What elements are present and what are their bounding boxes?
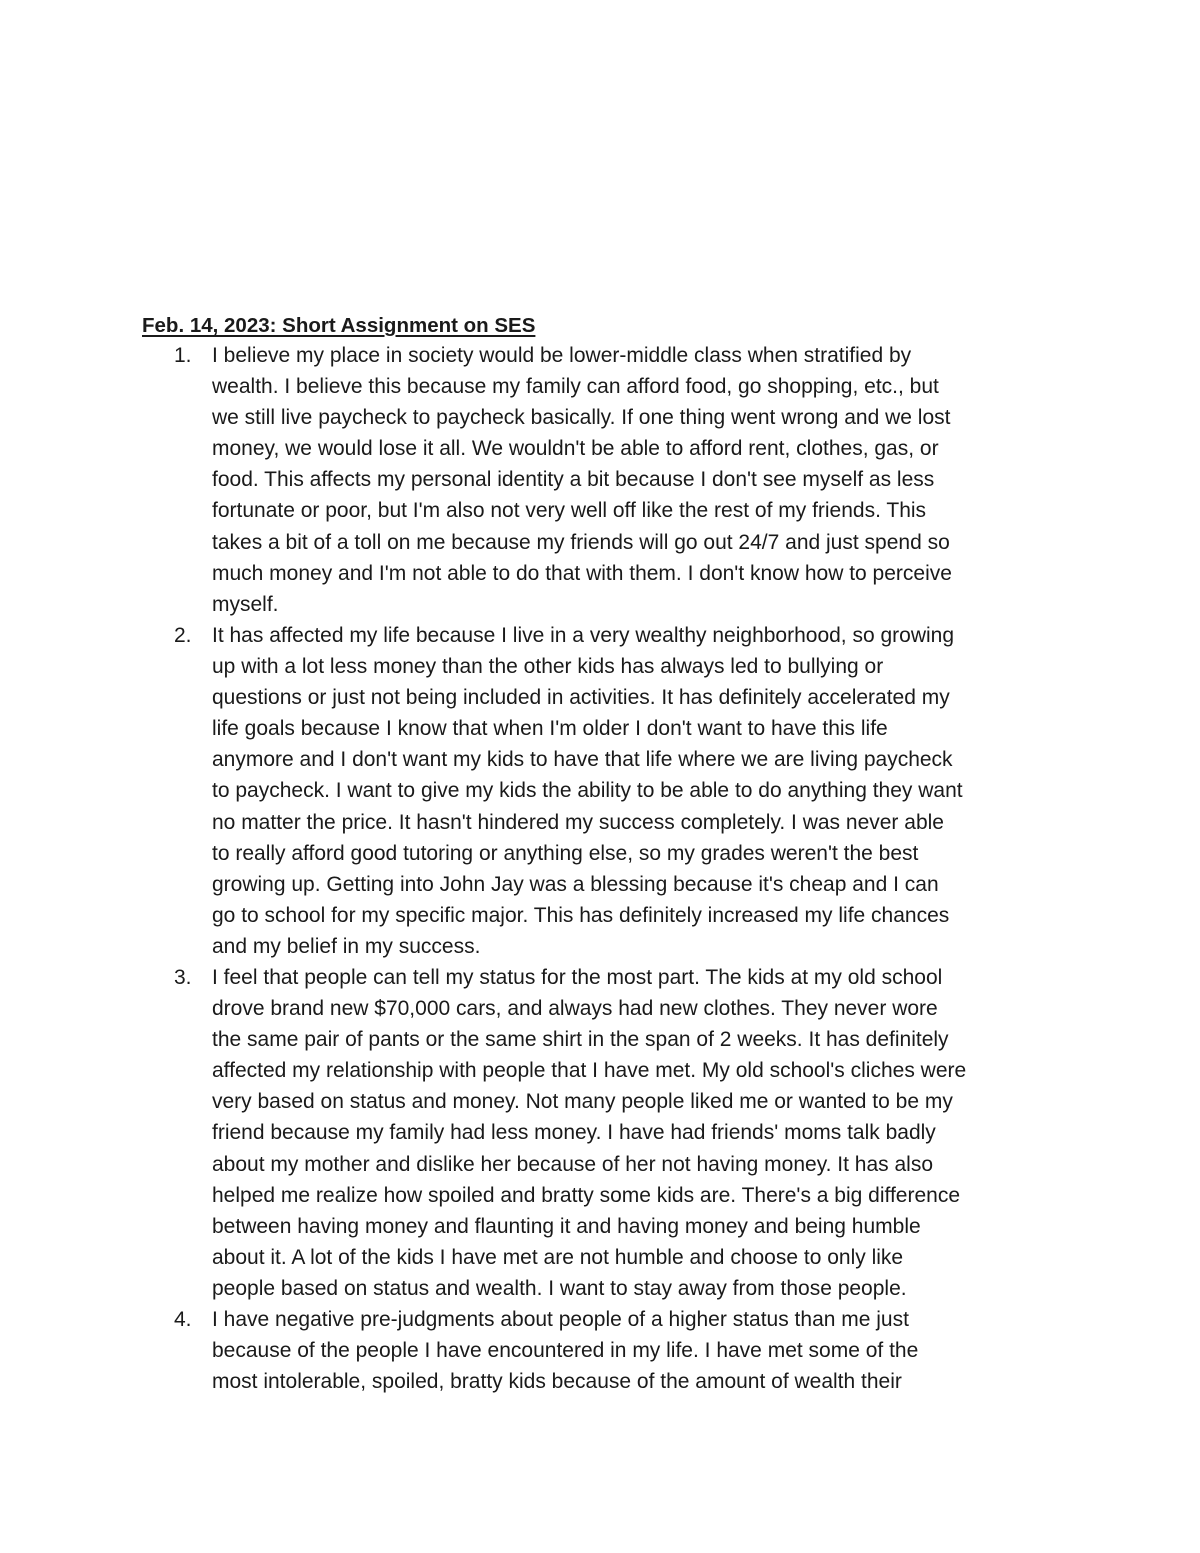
list-item-number: 3. (174, 966, 192, 989)
text-line: friend because my family had less money. I have had friends' moms talk badly (212, 1121, 936, 1145)
text-line: wealth. I believe this because my family can afford food, go shopping, etc., but (212, 375, 939, 399)
text-line: up with a lot less money than the other kids has always led to bullying or (212, 655, 884, 679)
list-item-number: 2. (174, 624, 192, 647)
text-line: affected my relationship with people that I have met. My old school's cliches were (212, 1059, 967, 1083)
text-line: because of the people I have encountered in my life. I have met some of the (212, 1339, 919, 1363)
text-line: much money and I'm not able to do that with them. I don't know how to perceive (212, 561, 952, 585)
text-line: helped me realize how spoiled and bratty some kids are. There's a big difference (212, 1183, 960, 1207)
text-line: to really afford good tutoring or anything else, so my grades weren't the best (212, 841, 919, 865)
text-line: money, we would lose it all. We wouldn't be able to afford rent, clothes, gas, or (212, 437, 939, 461)
list-item-text (212, 962, 1072, 1304)
text-line: about my mother and dislike her because of her not having money. It has also (212, 1152, 934, 1176)
text-line: drove brand new $70,000 cars, and always had new clothes. They never wore (212, 997, 938, 1021)
text-line: most intolerable, spoiled, bratty kids because of the amount of wealth their (212, 1370, 902, 1394)
document-title: Feb. 14, 2023: Short Assignment on SES (142, 314, 536, 337)
text-line: about it. A lot of the kids I have met are not humble and choose to only like (212, 1245, 904, 1269)
list-item-number: 4. (174, 1308, 192, 1331)
text-line: questions or just not being included in activities. It has definitely accelerated my (212, 686, 950, 710)
text-line: no matter the price. It hasn't hindered my success completely. I was never able (212, 810, 944, 834)
list-item-number: 1. (174, 344, 192, 367)
text-line: life goals because I know that when I'm older I don't want to have this life (212, 717, 888, 741)
text-line: anymore and I don't want my kids to have that life where we are living paycheck (212, 748, 953, 772)
text-line: people based on status and wealth. I want to stay away from those people. (212, 1276, 907, 1300)
text-line: takes a bit of a toll on me because my friends will go out 24/7 and just spend so (212, 530, 950, 554)
text-line: to paycheck. I want to give my kids the ability to be able to do anything they want (212, 779, 963, 803)
text-line: food. This affects my personal identity a bit because I don't see myself as less (212, 468, 935, 492)
text-line: we still live paycheck to paycheck basically. If one thing went wrong and we lost (212, 406, 951, 430)
text-line: growing up. Getting into John Jay was a blessing because it's cheap and I can (212, 872, 939, 896)
text-line: myself. (212, 592, 279, 616)
text-line: and my belief in my success. (212, 934, 481, 958)
text-line: the same pair of pants or the same shirt in the span of 2 weeks. It has definitely (212, 1028, 949, 1052)
list-item-text (212, 340, 1072, 620)
text-line: go to school for my specific major. This has definitely increased my life chances (212, 903, 950, 927)
text-line: fortunate or poor, but I'm also not very well off like the rest of my friends. This (212, 499, 927, 523)
text-line: between having money and flaunting it and having money and being humble (212, 1214, 921, 1238)
text-line: I feel that people can tell my status for the most part. The kids at my old school (212, 966, 943, 989)
text-line: very based on status and money. Not many people liked me or wanted to be my (212, 1090, 953, 1114)
text-line: It has affected my life because I live in a very wealthy neighborhood, so growing (212, 624, 955, 647)
list-item-text (212, 1304, 1072, 1397)
list-item-text (212, 620, 1072, 962)
text-line: I believe my place in society would be lower-middle class when stratified by (212, 344, 912, 367)
text-line: I have negative pre-judgments about people of a higher status than me just (212, 1308, 909, 1331)
